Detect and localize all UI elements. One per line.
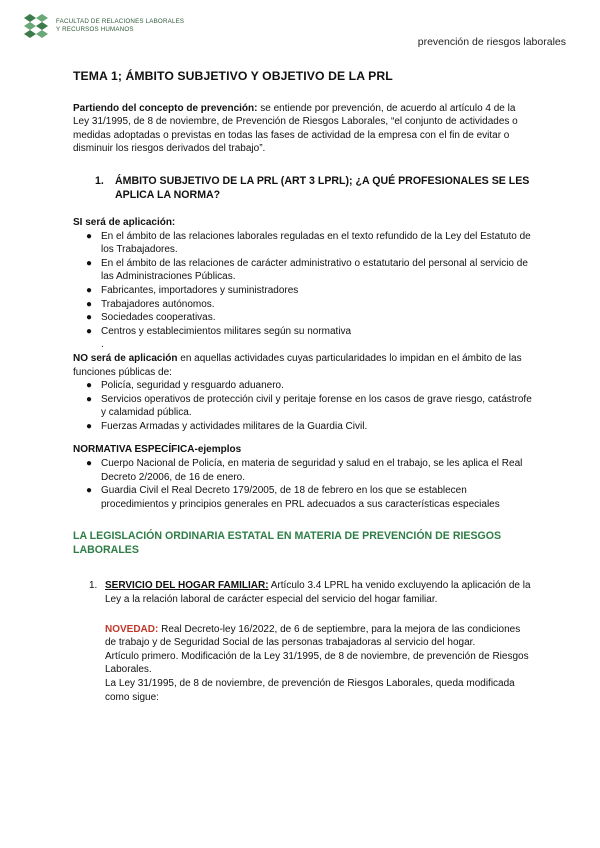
servicio-bold: SERVICIO DEL HOGAR FAMILIAR: [105,580,269,592]
bullet-icon: ● [86,312,93,324]
header-subject: prevención de riesgos laborales [417,36,566,48]
bullet-icon: ● [86,284,93,296]
intro-text: se entiende por prevención, de acuerdo al artículo 4 de la Ley 31/1995, de 8 de noviembre, de Prevención de Riesgos Laborales, “el conjunto de actividades o medidas adoptadas o previstas en todas las fases de actividad de la empresa con el fin de evitar o disminuir los riesgos derivados del trabajo”. [73,102,518,155]
novedad-text: Real Decreto-ley 16/2022, de 6 de septiembre, para la mejora de las condiciones de trabajo y de Seguridad Social de las personas trabajadoras al servicio del hogar. [105,623,521,649]
page-title: TEMA 1; ÁMBITO SUBJETIVO Y OBJETIVO DE LA PRL [73,69,393,83]
bullet-icon: ● [86,298,93,310]
bullet-icon: ● [86,420,93,432]
list-item: ● En el ámbito de las relaciones laborales reguladas en el texto refundido de la Ley del Estatuto de los Trabajadores. [86,230,531,256]
si-aplica-list [73,230,533,352]
section-1-number: 1. [95,174,104,187]
list-item: ● Centros y establecimientos militares según su normativa [86,325,352,337]
bullet-icon: ● [86,230,93,242]
novedad-article: Artículo primero. Modificación de la Ley 31/1995, de 8 de noviembre, de prevención de Riesgos Laborales. [105,650,529,676]
no-aplica-list [73,379,533,433]
normativa-label: NORMATIVA ESPECÍFICA-ejemplos [73,444,242,456]
no-aplica-paragraph [73,352,533,379]
normativa-list [73,457,533,511]
section-1-heading [95,174,533,202]
list-item: ● En el ámbito de las relaciones de carácter administrativo o estatutario del personal al servicio de las Administraciones Públicas. [86,257,528,283]
section-1-title: ÁMBITO SUBJETIVO DE LA PRL (ART 3 LPRL); ¿A QUÉ PROFESIONALES SE LES APLICA LA NORMA? [115,174,530,201]
servicio-number: 1. [89,580,98,592]
list-item: ● Cuerpo Nacional de Policía, en materia de seguridad y salud en el trabajo, se les aplica el Real Decreto 2/2006, de 16 de enero. [86,458,523,483]
servicio-hogar-item [73,579,533,606]
novedad-paragraph [105,623,533,650]
novedad-label: NOVEDAD: [105,623,159,635]
bullet-icon: ● [86,257,93,269]
list-item: ● Policía, seguridad y resguardo aduanero. [86,380,284,392]
list-item: ● Fuerzas Armadas y actividades militares de la Guardia Civil. [86,420,368,432]
list-item: ● Trabajadores autónomos. [86,298,215,310]
list-item: ● Servicios operativos de protección civil y peritaje forense en los casos de grave riesgo, catástrofe y calamidad pública. [86,393,532,419]
no-aplica-text: en aquellas actividades cuyas particularidades lo impidan en el ámbito de las funciones públicas de: [73,352,522,378]
intro-bold: Partiendo del concepto de prevención: [73,102,258,114]
bullet-icon: ● [86,458,93,470]
logo-line-1: FACULTAD DE RELACIONES LABORALES [56,18,185,25]
si-aplica-label: SI será de aplicación: [73,216,176,228]
document-body [73,70,533,704]
page-header [22,12,578,56]
bullet-icon: ● [86,485,93,497]
list-item-dot: . [101,339,104,351]
bullet-icon: ● [86,393,93,405]
intro-paragraph [73,102,533,156]
list-item: ● Sociedades cooperativas. [86,312,216,324]
logo-text [56,18,184,34]
list-item: ● Fabricantes, importadores y suministradores [86,284,299,296]
no-aplica-bold: NO será de aplicación [73,352,178,364]
novedad-block [105,623,533,705]
bullet-icon: ● [86,380,93,392]
bullet-icon: ● [86,325,93,337]
faculty-logo [22,12,184,40]
novedad-modification: La Ley 31/1995, de 8 de noviembre, de prevención de Riesgos Laborales, queda modificada como sigue: [105,678,515,703]
servicio-text: Artículo 3.4 LPRL ha venido excluyendo la aplicación de la Ley a la relación laboral de carácter especial del servicio del hogar familiar. [105,580,531,606]
logo-mark-icon [22,12,50,40]
list-item: ● Guardia Civil el Real Decreto 179/2005, de 18 de febrero en los que se establecen procedimientos y principios generales en PRL adecuados a sus características especiales [86,485,500,510]
logo-line-2: Y RECURSOS HUMANOS [56,26,134,33]
legislacion-heading: LA LEGISLACIÓN ORDINARIA ESTATAL EN MATERIA DE PREVENCIÓN DE RIESGOS LABORALES [73,530,502,557]
